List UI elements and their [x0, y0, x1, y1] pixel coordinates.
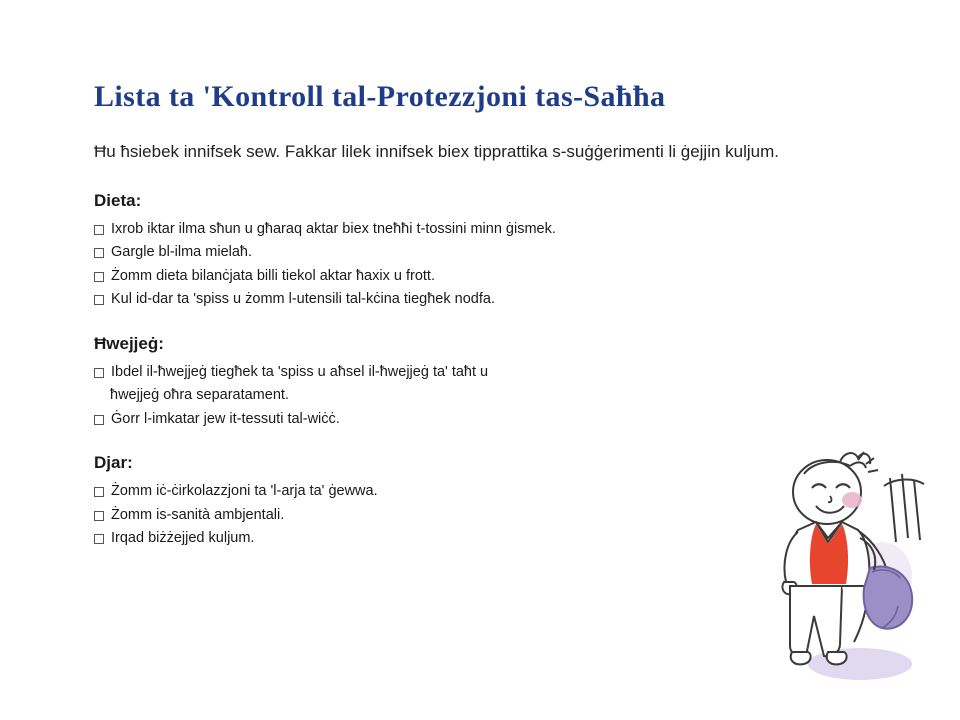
checklist-item-label: Ġorr l-imkatar jew it-tessuti tal-wiċċ.: [111, 410, 340, 427]
checklist-item[interactable]: [94, 480, 794, 503]
section-dieta: [94, 191, 794, 312]
checkbox-icon[interactable]: [94, 368, 104, 378]
checkbox-icon[interactable]: [94, 295, 104, 305]
checklist-item[interactable]: [94, 288, 794, 311]
checkbox-icon[interactable]: [94, 511, 104, 521]
child-with-backpack-illustration: [732, 446, 942, 696]
page-title: Lista ta 'Kontroll tal-Protezzjoni tas-Saħħa: [94, 80, 666, 113]
checklist-item-label: Kul id-dar ta 'spiss u żomm l-utensili tal-kċina tiegħek nodfa.: [111, 291, 495, 308]
checkbox-icon[interactable]: [94, 487, 104, 497]
checklist-item-label: Żomm dieta bilanċjata billi tiekol aktar ħaxix u frott.: [111, 267, 435, 284]
checklist-item-label: Irqad biżżejjed kuljum.: [111, 530, 255, 546]
checklist-item-label: Gargle bl-ilma mielaħ.: [111, 244, 253, 261]
section-heading: Dieta:: [94, 190, 142, 210]
checklist-item[interactable]: [94, 218, 794, 241]
checkbox-icon[interactable]: [94, 272, 104, 282]
checkbox-icon[interactable]: [94, 534, 104, 544]
checklist-item[interactable]: [94, 527, 794, 550]
checklist-item-label: Ixrob iktar ilma sħun u għaraq aktar biex tneħħi t-tossini minn ġismek.: [111, 220, 556, 237]
section-heading: Djar:: [94, 453, 133, 473]
checklist-item[interactable]: [94, 265, 794, 288]
checklist-item-label: Żomm is-sanità ambjentali.: [111, 506, 285, 523]
checkbox-icon[interactable]: [94, 415, 104, 425]
slide-content: [94, 80, 794, 572]
section-heading: Ħwejjeġ:: [94, 333, 164, 353]
checkbox-icon[interactable]: [94, 225, 104, 235]
intro-paragraph: Ħu ħsiebek innifsek sew. Fakkar lilek innifsek biex tipprattika s-suġġerimenti li ġejjin kuljum.: [94, 142, 780, 161]
section-hwejjeg: [94, 334, 794, 431]
checklist-item-continuation: ħwejjeġ oħra separatament.: [110, 387, 289, 404]
checklist-item-label: Ibdel il-ħwejjeġ tiegħek ta 'spiss u aħsel il-ħwejjeġ ta' taħt u: [111, 363, 489, 380]
checkbox-icon[interactable]: [94, 248, 104, 258]
checklist-item[interactable]: [94, 408, 794, 431]
checklist-item[interactable]: [94, 241, 794, 264]
section-djar: [94, 453, 794, 550]
checklist-item-label: Żomm iċ-ċirkolazzjoni ta 'l-arja ta' ġewwa.: [111, 483, 378, 500]
checklist-item[interactable]: [94, 361, 794, 384]
checklist-item[interactable]: [94, 504, 794, 527]
